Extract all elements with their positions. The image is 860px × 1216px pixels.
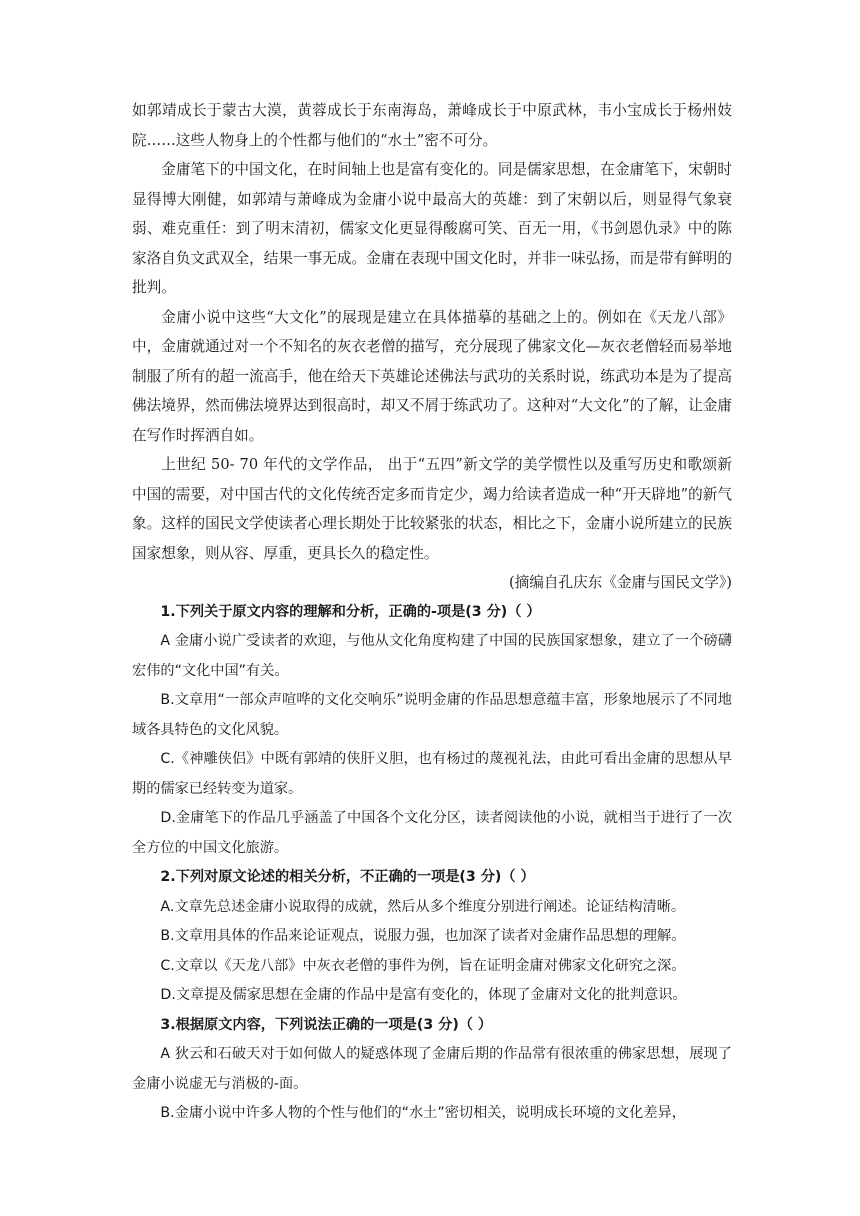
question-3-option-b: B.金庸小说中许多人物的个性与他们的“水土”密切相关，说明成长环境的文化差异， <box>160 1105 686 1121</box>
question-1-option-a: A 金庸小说广受读者的欢迎，与他从文化角度构建了中国的民族国家想象，建立了一个磅礴宏伟的“文化中国”有关。 <box>132 633 732 679</box>
question-3-stem: 3.根据原文内容，下列说法正确的一项是(3 分)（ ） <box>160 1016 493 1033</box>
document-page <box>132 96 732 1129</box>
question-2-option-a: A.文章先总述金庸小说取得的成就，然后从多个维度分别进行阐述。论证结构清晰。 <box>160 898 686 915</box>
question-1-option-b: B.文章用“一部众声喧哗的文化交响乐”说明金庸的作品思想意蕴丰富，形象地展示了不同地域各具特色的文化风貌。 <box>132 692 732 738</box>
paragraph-big-culture: 金庸小说中这些“大文化”的展现是建立在具体描摹的基础之上的。例如在《天龙八部》中，金庸就通过对一个不知名的灰衣老僧的描写，充分展现了佛家文化—灰衣老僧轻而易举地制服了所有的超一流高手，他在给天下英雄论述佛法与武功的关系时说，练武功本是为了提高佛法境界，然而佛法境界达到很高时，却又不屑于练武功了。这种对“大文化”的了解，让金庸在写作时挥洒自如。 <box>132 308 732 444</box>
question-2-stem: 2.下列对原文论述的相关分析，不正确的一项是(3 分)（ ） <box>160 869 535 885</box>
paragraph-time-axis: 金庸笔下的中国文化，在时间轴上也是富有变化的。同是儒家思想，在金庸笔下，宋朝时显得博大刚健，如郭靖与萧峰成为金庸小说中最高大的英雄：到了宋朝以后，则显得气象衰弱、难克重任：到了明末清初，儒家文化更显得酸腐可笑、百无一用，《书剑恩仇录》中的陈家洛自负文武双全，结果一事无成。金庸在表现中国文化时，并非一味弘扬，而是带有鲜明的批判。 <box>132 161 732 296</box>
question-1-option-c: C.《神雕侠侣》中既有郭靖的侠肝义胆，也有杨过的蔑视礼法，由此可看出金庸的思想从早期的儒家已经转变为道家。 <box>132 751 732 797</box>
paragraph-national-literature: 上世纪 50- 70 年代的文学作品， 出于“五四”新文学的美学惯性以及重写历史和歌颂新中国的需要，对中国古代的文化传统否定多而肯定少，竭力给读者造成一种“开天辟地”的新气象。这样的国民文学使读者心理长期处于比较紧张的状态，相比之下，金庸小说所建立的民族国家想象，则从容、厚重，更具长久的稳定性。 <box>132 456 732 562</box>
question-3-option-a: A 狄云和石破天对于如何做人的疑惑体现了金庸后期的作品常有很浓重的佛家思想，展现了金庸小说虚无与消极的-面。 <box>132 1046 732 1092</box>
question-2-option-c: C.文章以《天龙八部》中灰衣老僧的事件为例，旨在证明金庸对佛家文化研究之深。 <box>160 957 686 974</box>
question-2-option-b: B.文章用具体的作品来论证观点，说服力强，也加深了读者对金庸作品思想的理解。 <box>160 928 686 944</box>
paragraph-continued: 如郭靖成长于蒙古大漠，黄蓉成长于东南海岛，萧峰成长于中原武林，韦小宝成长于杨州妓院……这些人物身上的个性都与他们的“水土”密不可分。 <box>132 102 732 149</box>
question-2-option-d: D.文章提及儒家思想在金庸的作品中是富有变化的，体现了金庸对文化的批判意识。 <box>160 987 687 1003</box>
question-1-option-d: D.金庸笔下的作品几乎涵盖了中国各个文化分区，读者阅读他的小说，就相当于进行了一次全方位的中国文化旅游。 <box>132 810 732 856</box>
question-1-stem: 1.下列关于原文内容的理解和分析，正确的-项是(3 分)（ ） <box>160 603 541 620</box>
source-citation: (摘编自孔庆东《金庸与国民文学》) <box>509 574 732 591</box>
